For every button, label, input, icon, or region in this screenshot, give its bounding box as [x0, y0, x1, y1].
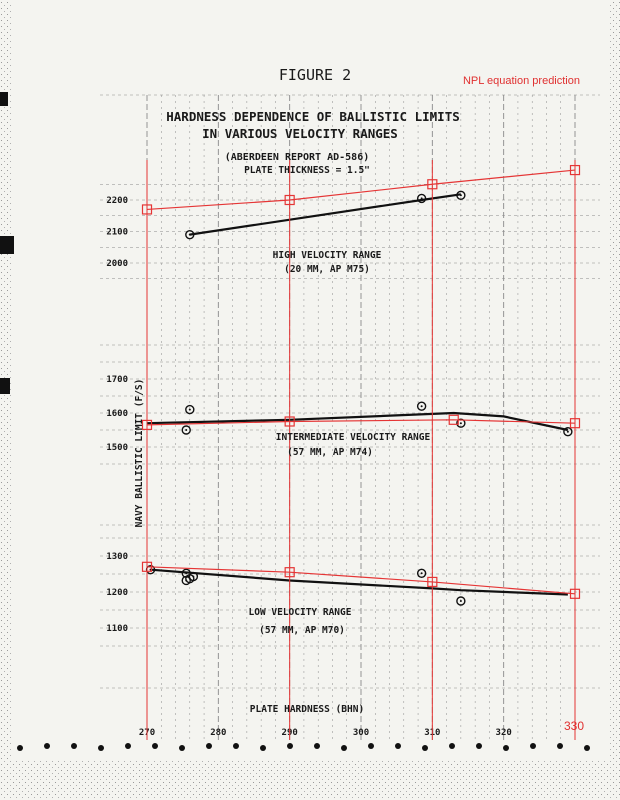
scan-dot [530, 743, 536, 749]
x-tick-label: 320 [495, 728, 512, 738]
y-tick-label: 2100 [106, 227, 128, 238]
y-tick-label: 1700 [106, 375, 128, 385]
scan-dot [476, 743, 482, 749]
right-edge-artifact [608, 0, 620, 800]
range-label-high: HIGH VELOCITY RANGE [272, 250, 382, 261]
binding-mark [0, 92, 8, 106]
y-tick-label: 1600 [106, 409, 128, 419]
point-dot [189, 409, 191, 411]
scan-dot [584, 745, 590, 751]
range-sublabel-high: (20 MM, AP M75) [284, 264, 370, 275]
figure-label: FIGURE 2 [278, 66, 352, 84]
x-tick-label: 280 [210, 728, 227, 738]
range-sublabel-intermediate: (57 MM, AP M74) [287, 447, 373, 458]
point-dot [460, 194, 462, 196]
scan-dot [233, 743, 239, 749]
point-dot [421, 405, 423, 407]
y-tick-label: 2200 [106, 196, 128, 206]
scan-dot [449, 743, 455, 749]
range-label-low: LOW VELOCITY RANGE [248, 607, 352, 618]
x-tick-label-330: 330 [563, 719, 585, 733]
binding-mark [0, 378, 10, 394]
scan-dot [422, 745, 428, 751]
scan-dot [125, 743, 131, 749]
scan-dot [557, 743, 563, 749]
x-tick-label: 310 [424, 728, 441, 738]
y-tick-label: 1500 [106, 443, 128, 453]
scan-dot [179, 745, 185, 751]
point-dot [185, 572, 187, 574]
scan-dot [17, 745, 23, 751]
point-dot [189, 234, 191, 236]
x-tick-label: 290 [281, 728, 298, 738]
point-dot [460, 422, 462, 424]
point-dot [567, 431, 569, 433]
scan-dot [71, 743, 77, 749]
scan-dot [503, 745, 509, 751]
scan-dot [341, 745, 347, 751]
scan-dot [368, 743, 374, 749]
scan-dot [206, 743, 212, 749]
point-dot [460, 600, 462, 602]
y-tick-label: 1100 [106, 624, 128, 634]
x-tick-label: 300 [352, 728, 370, 738]
y-axis-label: NAVY BALLISTIC LIMIT (F/S) [134, 378, 145, 528]
y-tick-label: 2000 [106, 259, 128, 269]
binding-mark [0, 236, 14, 254]
scan-dot [44, 743, 50, 749]
bottom-edge-artifact [0, 760, 620, 800]
scan-dot [98, 745, 104, 751]
scan-dot [152, 743, 158, 749]
x-tick-label: 270 [138, 728, 156, 738]
left-edge-artifact [0, 0, 12, 800]
chart-subtitle: (ABERDEEN REPORT AD-586) [224, 152, 370, 163]
y-tick-label: 1300 [106, 552, 128, 562]
y-tick-label: 1200 [106, 588, 128, 598]
chart-subtitle-thickness: PLATE THICKNESS = 1.5" [244, 165, 370, 176]
scan-dot [260, 745, 266, 751]
x-axis-label: PLATE HARDNESS (BHN) [249, 704, 365, 715]
scan-dot [314, 743, 320, 749]
chart-title-line2: IN VARIOUS VELOCITY RANGES [202, 126, 398, 141]
scan-dot [287, 743, 293, 749]
npl-annotation: NPL equation prediction [462, 75, 580, 87]
point-dot [421, 572, 423, 574]
range-label-intermediate: INTERMEDIATE VELOCITY RANGE [275, 432, 431, 443]
point-dot [192, 576, 194, 578]
scan-dot [395, 743, 401, 749]
point-dot [421, 197, 423, 199]
range-sublabel-low: (57 MM, AP M70) [259, 625, 345, 636]
chart-title: HARDNESS DEPENDENCE OF BALLISTIC LIMITS [166, 109, 460, 124]
point-dot [185, 429, 187, 431]
